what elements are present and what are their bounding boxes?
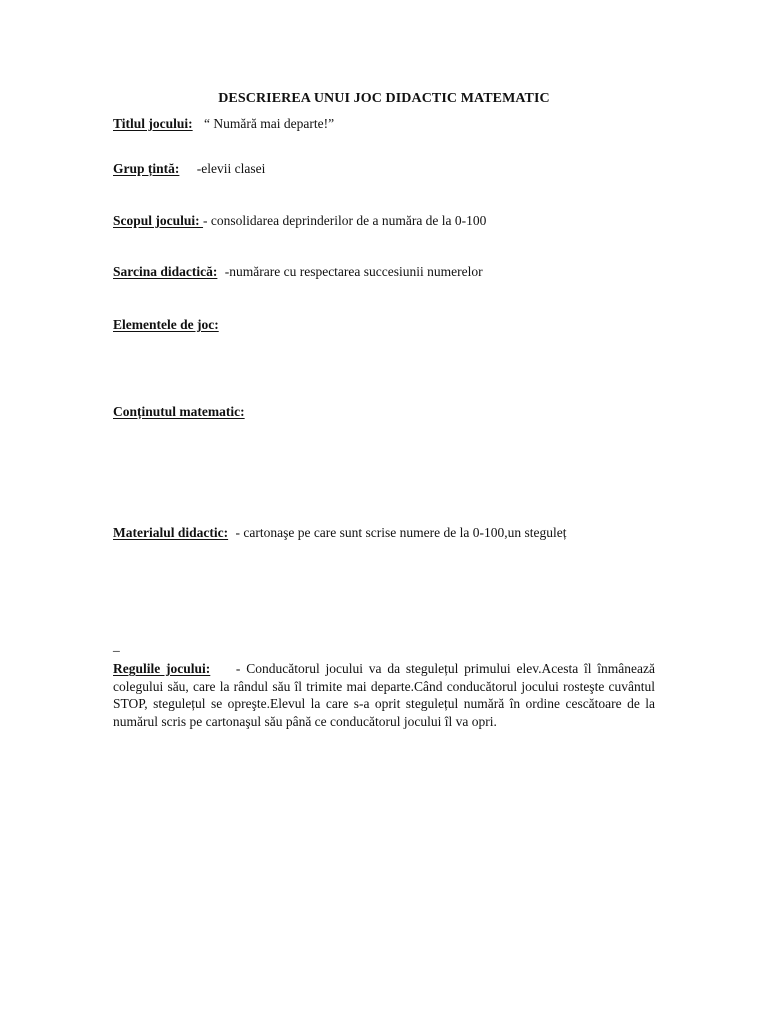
field-scop [113,213,486,229]
field-material [113,525,566,541]
field-label-material: Materialul didactic: [113,525,229,540]
field-value-scop: - consolidarea deprinderilor de a număra de la 0-100 [203,213,487,228]
field-reguli [113,660,655,730]
field-value-reguli: - Conducătorul jocului va da stegulețul primului elev.Acesta îl înmânează colegului său, care la rândul său îl trimite mai departe.Când conducătorul jocului rosteşte cuvântul STOP, stegulețul se opreşte.Elevul la care s-a oprit stegulețul numără în ordine cescătoare de la numărul scris pe cartonaşul său până ce conducătorul jocului îl va opri. [113,661,656,729]
field-titlu [113,116,334,132]
field-label-continut: Conținutul matematic: [113,404,245,419]
field-elemente [113,317,219,333]
field-label-titlu: Titlul jocului: [113,116,193,131]
document-title: DESCRIEREA UNUI JOC DIDACTIC MATEMATIC [218,91,550,106]
field-label-reguli: Regulile jocului: [113,661,211,676]
field-label-elemente: Elementele de joc: [113,317,219,332]
field-value-material: - cartonaşe pe care sunt scrise numere de la 0-100,un steguleț [235,525,567,540]
field-value-sarcina: -numărare cu respectarea succesiunii numerelor [224,264,483,279]
separator-dash: _ [113,638,120,653]
field-label-sarcina: Sarcina didactică: [113,264,218,279]
field-value-titlu: “ Numără mai departe!” [204,116,335,131]
field-grup [113,161,265,177]
field-label-grup: Grup țintă: [113,161,180,176]
field-sarcina [113,264,483,280]
field-value-grup: -elevii clasei [196,161,266,176]
field-label-scop: Scopul jocului: [113,213,204,228]
field-continut [113,404,245,420]
